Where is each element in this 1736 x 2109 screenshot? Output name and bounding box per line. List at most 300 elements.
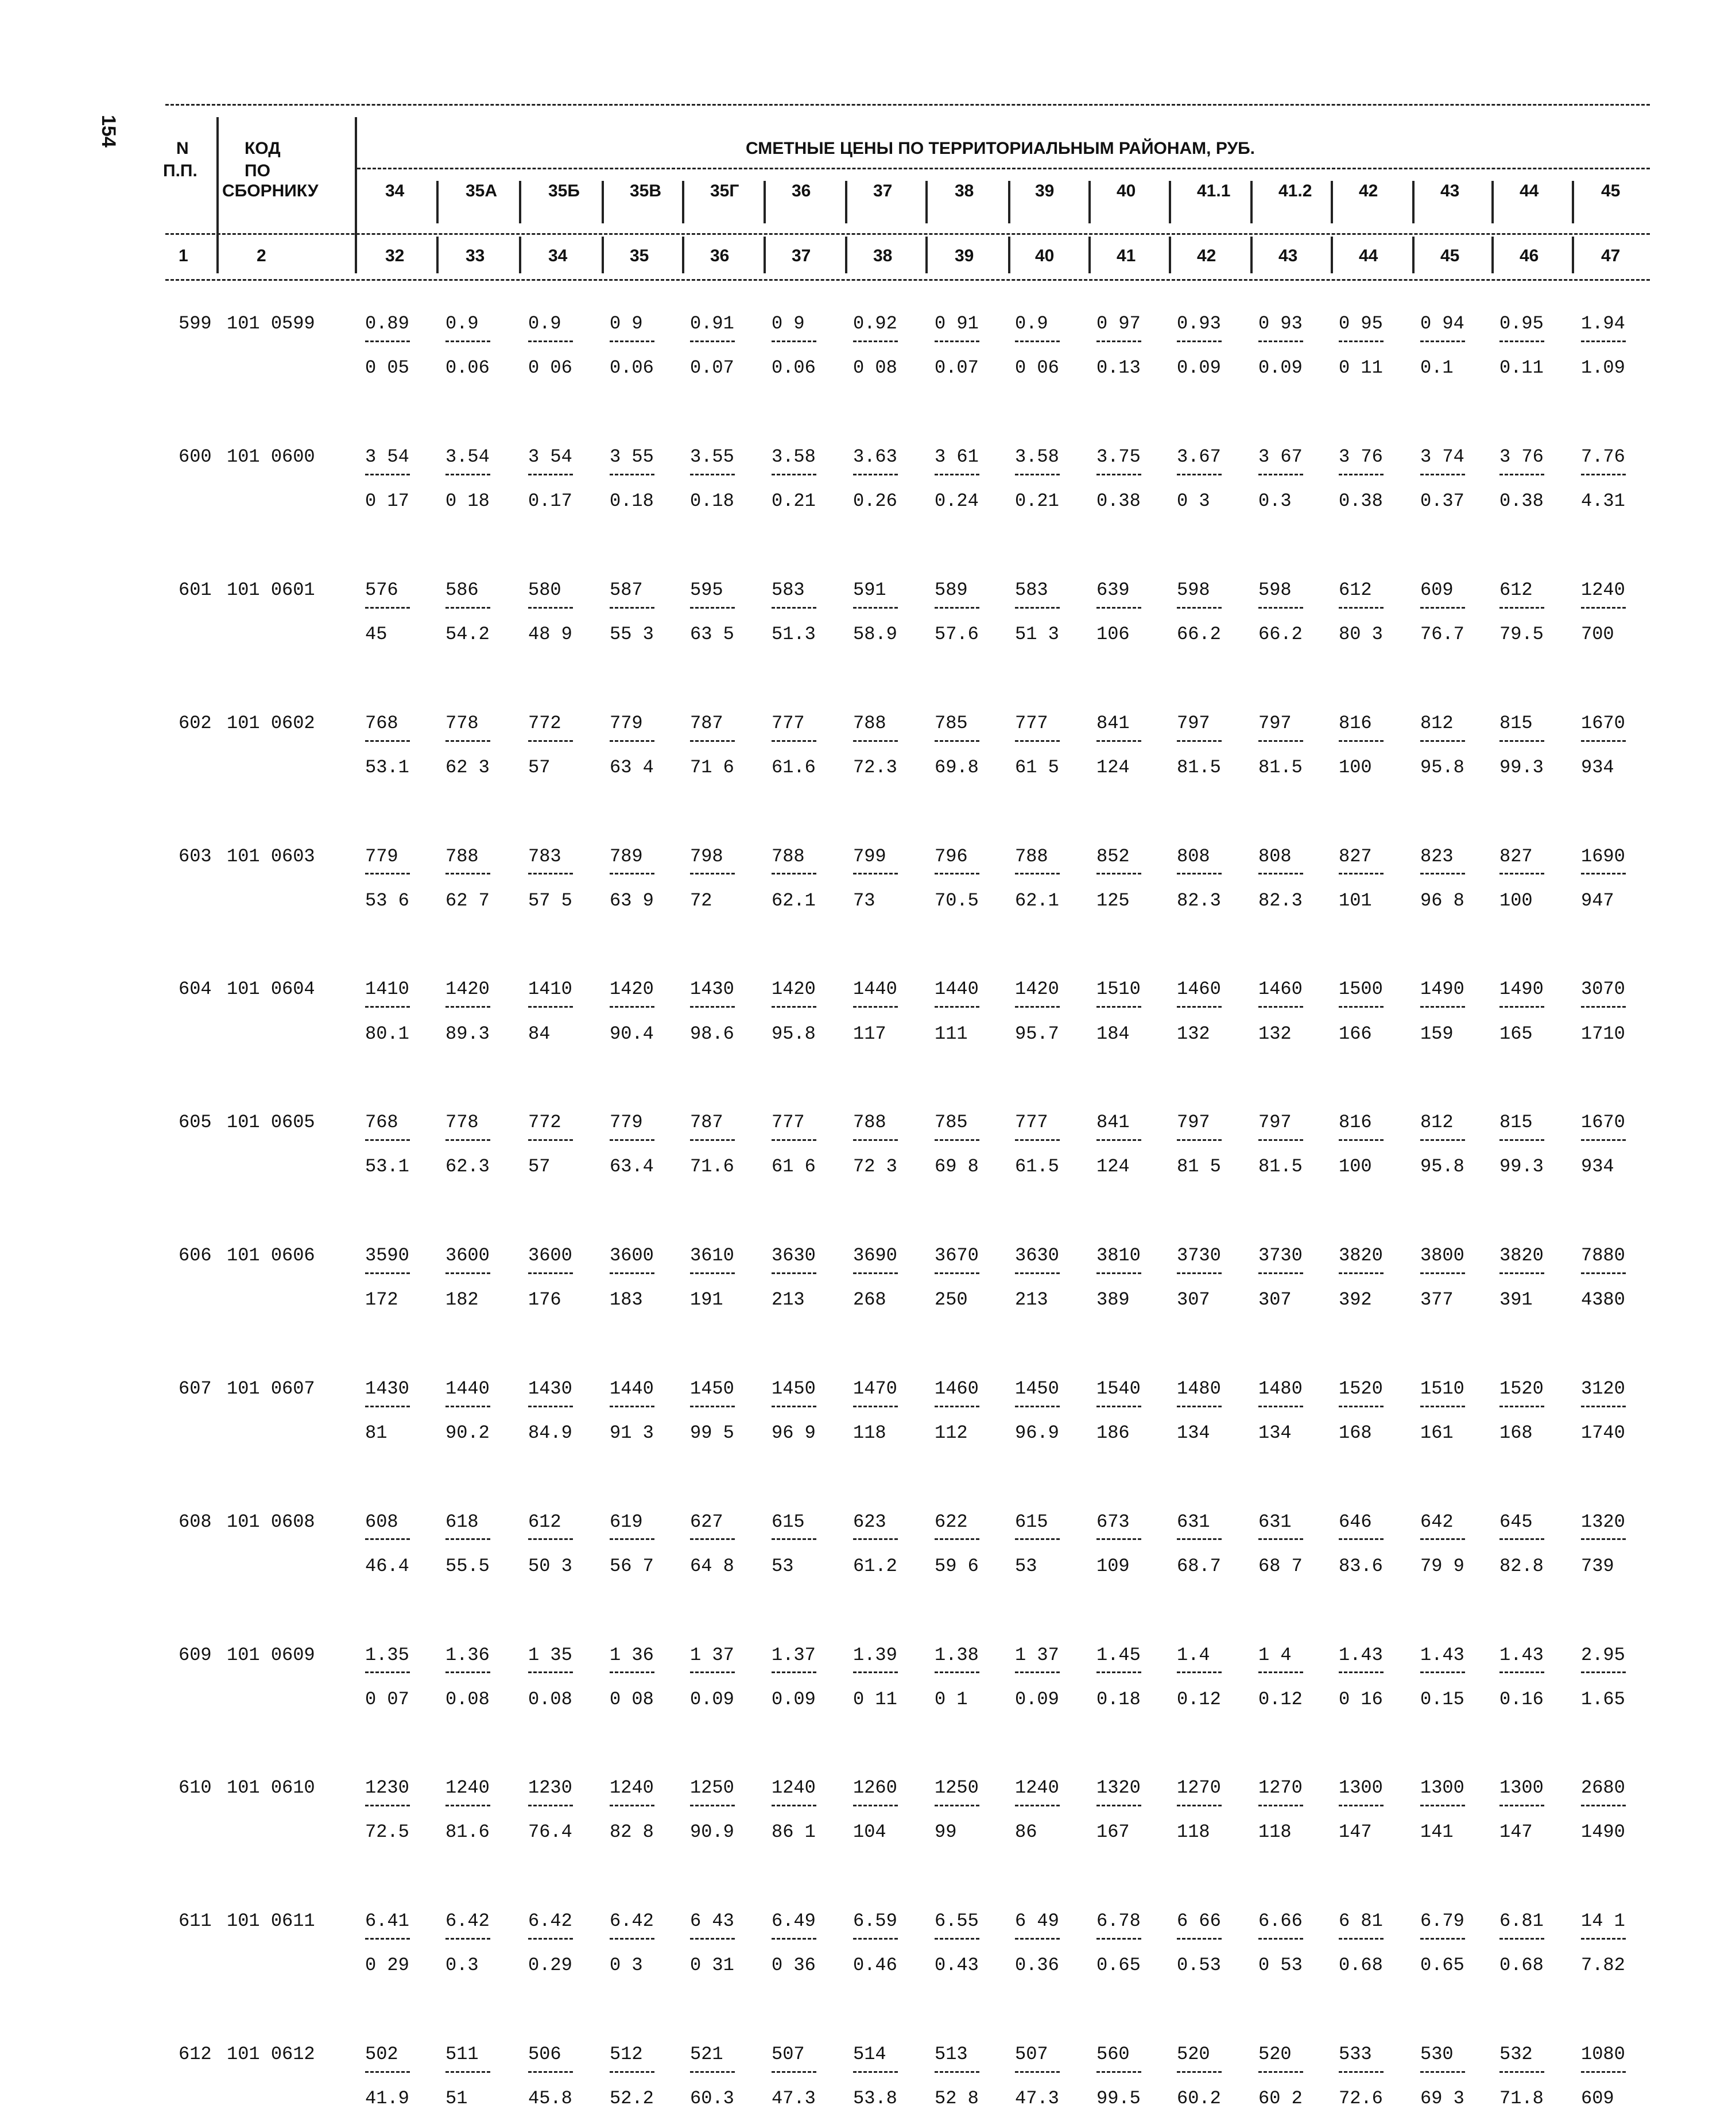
cell-value: 69.8: [935, 757, 979, 778]
cell-value: 0.43: [935, 1955, 979, 1976]
cell-value: 587: [610, 579, 643, 601]
fraction-dash: [365, 740, 410, 742]
cell-value: 768: [365, 1112, 398, 1133]
cell-value: 0.53: [1177, 1955, 1221, 1976]
cell-value: 778: [445, 713, 479, 734]
cell-value: 167: [1096, 1821, 1130, 1843]
cell-value: 82.3: [1177, 890, 1221, 911]
header-bar-district: [1412, 181, 1415, 223]
cell-value: 62.1: [772, 890, 816, 911]
fraction-dash: [853, 1805, 898, 1806]
cell-value: 0 08: [610, 1689, 654, 1710]
cell-value: 168: [1499, 1422, 1533, 1444]
cell-value: 3070: [1581, 978, 1625, 1000]
fraction-dash: [610, 1538, 654, 1540]
fraction-dash: [935, 1406, 979, 1407]
cell-value: 1460: [1258, 978, 1303, 1000]
header-top-rule: [165, 104, 1650, 106]
cell-value: 787: [690, 1112, 723, 1133]
fraction-dash: [528, 340, 573, 342]
fraction-dash: [1096, 2071, 1141, 2073]
cell-value: 213: [772, 1289, 805, 1310]
fraction-dash: [690, 1006, 735, 1008]
cell-value: 3 55: [610, 446, 654, 467]
fraction-dash: [528, 1406, 573, 1407]
fraction-dash: [1015, 2071, 1060, 2073]
cell-value: 1230: [528, 1777, 572, 1798]
fraction-dash: [1339, 1805, 1384, 1806]
fraction-dash: [1499, 607, 1544, 609]
cell-value: 182: [445, 1289, 479, 1310]
district-label: 36: [792, 181, 811, 200]
fraction-dash: [1581, 1938, 1626, 1940]
fraction-dash: [1499, 1938, 1544, 1940]
fraction-dash: [1581, 1139, 1626, 1141]
cell-value: 83.6: [1339, 1555, 1383, 1577]
fraction-dash: [1177, 1139, 1222, 1141]
header-bar-index: [602, 237, 604, 273]
cell-value: 808: [1258, 846, 1292, 867]
fraction-dash: [365, 1139, 410, 1141]
cell-value: 623: [853, 1511, 886, 1533]
cell-value: 1670: [1581, 1112, 1625, 1133]
fraction-dash: [772, 607, 816, 609]
fraction-dash: [1339, 2071, 1384, 2073]
cell-value: 79.5: [1499, 624, 1544, 645]
fraction-dash: [528, 1272, 573, 1274]
fraction-dash: [772, 1139, 816, 1141]
cell-value: 53: [772, 1555, 794, 1577]
cell-value: 787: [690, 713, 723, 734]
cell-value: 81.5: [1258, 757, 1303, 778]
header-bar-district: [1008, 181, 1010, 223]
cell-value: 1240: [1015, 1777, 1059, 1798]
cell-value: 82.3: [1258, 890, 1303, 911]
fraction-dash: [1096, 1406, 1141, 1407]
fraction-dash: [772, 1671, 816, 1673]
fraction-dash: [1581, 340, 1626, 342]
cell-value: 76.7: [1420, 624, 1464, 645]
cell-value: 166: [1339, 1023, 1372, 1044]
column-number: 38: [873, 246, 893, 265]
cell-value: 1270: [1258, 1777, 1303, 1798]
fraction-dash: [935, 340, 979, 342]
cell-value: 739: [1581, 1555, 1614, 1577]
fraction-dash: [772, 1538, 816, 1540]
cell-value: 797: [1258, 1112, 1292, 1133]
cell-value: 62.1: [1015, 890, 1059, 911]
cell-value: 268: [853, 1289, 886, 1310]
fraction-dash: [1258, 1272, 1303, 1274]
cell-value: 71.8: [1499, 2088, 1544, 2109]
fraction-dash: [1339, 1006, 1384, 1008]
cell-value: 631: [1258, 1511, 1292, 1533]
fraction-dash: [1581, 1671, 1626, 1673]
cell-value: 1410: [528, 978, 572, 1000]
cell-value: 6.66: [1258, 1910, 1303, 1932]
cell-value: 772: [528, 1112, 561, 1133]
fraction-dash: [1420, 1805, 1465, 1806]
header-code-2: ПО: [245, 161, 270, 180]
cell-value: 161: [1420, 1422, 1454, 1444]
cell-value: 0.24: [935, 490, 979, 512]
cell-value: 646: [1339, 1511, 1372, 1533]
cell-value: 106: [1096, 624, 1130, 645]
cell-value: 56 7: [610, 1555, 654, 1577]
cell-value: 0.3: [445, 1955, 479, 1976]
cell-value: 172: [365, 1289, 398, 1310]
cell-value: 1430: [365, 1378, 409, 1399]
cell-value: 82 8: [610, 1821, 654, 1843]
cell-value: 1470: [853, 1378, 897, 1399]
header-bar-district: [602, 181, 604, 223]
fraction-dash: [1258, 1538, 1303, 1540]
fraction-dash: [935, 740, 979, 742]
fraction-dash: [1258, 740, 1303, 742]
cell-value: 1.36: [445, 1644, 490, 1666]
fraction-dash: [1258, 607, 1303, 609]
header-mid-rule: [165, 233, 1650, 235]
cell-value: 3820: [1339, 1245, 1383, 1266]
cell-value: 63 5: [690, 624, 734, 645]
cell-value: 99 5: [690, 1422, 734, 1444]
cell-value: 62 3: [445, 757, 490, 778]
cell-value: 0 06: [528, 357, 572, 378]
fraction-dash: [853, 1538, 898, 1540]
cell-value: 95.8: [772, 1023, 816, 1044]
fraction-dash: [853, 1272, 898, 1274]
cell-value: 6 66: [1177, 1910, 1221, 1932]
header-bar-district: [519, 181, 521, 223]
cell-value: 533: [1339, 2044, 1372, 2065]
fraction-dash: [610, 873, 654, 874]
fraction-dash: [445, 607, 490, 609]
fraction-dash: [445, 873, 490, 874]
fraction-dash: [935, 2071, 979, 2073]
fraction-dash: [1177, 2071, 1222, 2073]
header-bar-district: [1572, 181, 1574, 223]
cell-value: 61.6: [772, 757, 816, 778]
cell-value: 99: [935, 1821, 957, 1843]
fraction-dash: [1499, 873, 1544, 874]
cell-value: 0.3: [1258, 490, 1292, 512]
cell-value: 176: [528, 1289, 561, 1310]
cell-value: 0.37: [1420, 490, 1464, 512]
cell-value: 51: [445, 2088, 468, 2109]
cell-value: 1300: [1420, 1777, 1464, 1798]
fraction-dash: [1499, 1272, 1544, 1274]
cell-value: 71.6: [690, 1156, 734, 1177]
column-number: 32: [385, 246, 405, 265]
cell-value: 0.29: [528, 1955, 572, 1976]
cell-value: 0.09: [1015, 1689, 1059, 1710]
fraction-dash: [1177, 340, 1222, 342]
fraction-dash: [1339, 1938, 1384, 1940]
cell-value: 1450: [1015, 1378, 1059, 1399]
cell-value: 0.21: [1015, 490, 1059, 512]
cell-value: 60.3: [690, 2088, 734, 2109]
fraction-dash: [1258, 1671, 1303, 1673]
fraction-dash: [1015, 1805, 1060, 1806]
cell-value: 852: [1096, 846, 1130, 867]
fraction-dash: [1177, 1938, 1222, 1940]
cell-value: 3730: [1258, 1245, 1303, 1266]
fraction-dash: [772, 1272, 816, 1274]
cell-value: 307: [1177, 1289, 1210, 1310]
cell-value: 0.09: [1258, 357, 1303, 378]
cell-value: 1.4: [1177, 1644, 1210, 1666]
cell-value: 86: [1015, 1821, 1037, 1843]
cell-value: 827: [1499, 846, 1533, 867]
cell-value: 514: [853, 2044, 886, 2065]
cell-value: 520: [1258, 2044, 1292, 2065]
cell-value: 0.46: [853, 1955, 897, 1976]
cell-value: 61 5: [1015, 757, 1059, 778]
fraction-dash: [1177, 1671, 1222, 1673]
cell-value: 1430: [528, 1378, 572, 1399]
cell-value: 63.4: [610, 1156, 654, 1177]
cell-value: 612: [1339, 579, 1372, 601]
cell-value: 1420: [772, 978, 816, 1000]
fraction-dash: [1258, 2071, 1303, 2073]
fraction-dash: [1096, 1938, 1141, 1940]
cell-value: 1.45: [1096, 1644, 1141, 1666]
header-bar-district: [1088, 181, 1091, 223]
cell-value: 0 94: [1420, 313, 1464, 334]
fraction-dash: [690, 1938, 735, 1940]
fraction-dash: [853, 1406, 898, 1407]
cell-value: 134: [1258, 1422, 1292, 1444]
cell-value: 0 95: [1339, 313, 1383, 334]
cell-value: 0.38: [1096, 490, 1141, 512]
cell-value: 612: [1499, 579, 1533, 601]
cell-value: 52.2: [610, 2088, 654, 2109]
cell-value: 72 3: [853, 1156, 897, 1177]
district-label: 37: [873, 181, 893, 200]
row-code: 101 0607: [227, 1378, 315, 1399]
header-title: СМЕТНЫЕ ЦЕНЫ ПО ТЕРРИТОРИАЛЬНЫМ РАЙОНАМ, РУБ.: [746, 139, 1256, 158]
cell-value: 60.2: [1177, 2088, 1221, 2109]
cell-value: 583: [772, 579, 805, 601]
cell-value: 3120: [1581, 1378, 1625, 1399]
fraction-dash: [365, 1938, 410, 1940]
cell-value: 3 61: [935, 446, 979, 467]
cell-value: 3.75: [1096, 446, 1141, 467]
cell-value: 72.6: [1339, 2088, 1383, 2109]
cell-value: 6.42: [610, 1910, 654, 1932]
cell-value: 0 9: [772, 313, 805, 334]
cell-value: 95.8: [1420, 757, 1464, 778]
fraction-dash: [445, 1938, 490, 1940]
fraction-dash: [772, 1805, 816, 1806]
cell-value: 1.65: [1581, 1689, 1625, 1710]
cell-value: 124: [1096, 1156, 1130, 1177]
cell-value: 99.3: [1499, 1156, 1544, 1177]
cell-value: 0 11: [853, 1689, 897, 1710]
cell-value: 7.82: [1581, 1955, 1625, 1976]
cell-value: 186: [1096, 1422, 1130, 1444]
fraction-dash: [1096, 1272, 1141, 1274]
cell-value: 1 36: [610, 1644, 654, 1666]
fraction-dash: [1096, 873, 1141, 874]
fraction-dash: [528, 1538, 573, 1540]
cell-value: 0.07: [690, 357, 734, 378]
cell-value: 0.18: [690, 490, 734, 512]
cell-value: 0.95: [1499, 313, 1544, 334]
fraction-dash: [853, 340, 898, 342]
fraction-dash: [365, 2071, 410, 2073]
fraction-dash: [1339, 1139, 1384, 1141]
cell-value: 99.3: [1499, 757, 1544, 778]
cell-value: 0.38: [1339, 490, 1383, 512]
row-number: 599: [179, 313, 212, 334]
cell-value: 98.6: [690, 1023, 734, 1044]
cell-value: 1300: [1339, 1777, 1383, 1798]
cell-value: 796: [935, 846, 968, 867]
district-label: 42: [1359, 181, 1378, 200]
fraction-dash: [1420, 1139, 1465, 1141]
cell-value: 827: [1339, 846, 1372, 867]
cell-value: 118: [1177, 1821, 1210, 1843]
fraction-dash: [365, 474, 410, 475]
header-bar-index: [845, 237, 847, 273]
cell-value: 55 3: [610, 624, 654, 645]
fraction-dash: [1015, 1938, 1060, 1940]
cell-value: 191: [690, 1289, 723, 1310]
fraction-dash: [610, 1272, 654, 1274]
cell-value: 3820: [1499, 1245, 1544, 1266]
fraction-dash: [1499, 1139, 1544, 1141]
cell-value: 1240: [1581, 579, 1625, 601]
district-label: 35А: [466, 181, 498, 200]
cell-value: 53 6: [365, 890, 409, 911]
fraction-dash: [1420, 607, 1465, 609]
fraction-dash: [1258, 474, 1303, 475]
row-code: 101 0602: [227, 713, 315, 734]
fraction-dash: [1339, 1272, 1384, 1274]
district-label: 38: [955, 181, 974, 200]
cell-value: 808: [1177, 846, 1210, 867]
fraction-dash: [1499, 1671, 1544, 1673]
cell-value: 91 3: [610, 1422, 654, 1444]
fraction-dash: [935, 1805, 979, 1806]
cell-value: 618: [445, 1511, 479, 1533]
cell-value: 0.15: [1420, 1689, 1464, 1710]
cell-value: 101: [1339, 890, 1372, 911]
cell-value: 609: [1420, 579, 1454, 601]
cell-value: 0 3: [1177, 490, 1210, 512]
cell-value: 3810: [1096, 1245, 1141, 1266]
cell-value: 1230: [365, 1777, 409, 1798]
fraction-dash: [528, 1139, 573, 1141]
fraction-dash: [690, 607, 735, 609]
cell-value: 645: [1499, 1511, 1533, 1533]
fraction-dash: [1015, 873, 1060, 874]
fraction-dash: [1499, 1006, 1544, 1008]
cell-value: 1.38: [935, 1644, 979, 1666]
district-label: 39: [1035, 181, 1055, 200]
fraction-dash: [1096, 607, 1141, 609]
fraction-dash: [445, 1139, 490, 1141]
fraction-dash: [610, 740, 654, 742]
column-number: 47: [1601, 246, 1621, 265]
header-bar-code: [355, 117, 357, 273]
cell-value: 1.43: [1499, 1644, 1544, 1666]
cell-value: 1420: [610, 978, 654, 1000]
fraction-dash: [445, 340, 490, 342]
cell-value: 0.91: [690, 313, 734, 334]
row-number: 612: [179, 2044, 212, 2065]
cell-value: 159: [1420, 1023, 1454, 1044]
fraction-dash: [1015, 1139, 1060, 1141]
fraction-dash: [1581, 1272, 1626, 1274]
header-bar-index: [1250, 237, 1253, 273]
cell-value: 627: [690, 1511, 723, 1533]
cell-value: 595: [690, 579, 723, 601]
cell-value: 147: [1499, 1821, 1533, 1843]
fraction-dash: [365, 1805, 410, 1806]
header-bar-district: [436, 181, 439, 223]
column-number: 44: [1359, 246, 1378, 265]
cell-value: 81.6: [445, 1821, 490, 1843]
fraction-dash: [528, 1671, 573, 1673]
header-bar-index: [925, 237, 928, 273]
cell-value: 1.94: [1581, 313, 1625, 334]
cell-value: 147: [1339, 1821, 1372, 1843]
fraction-dash: [528, 2071, 573, 2073]
cell-value: 2.95: [1581, 1644, 1625, 1666]
header-bar-index: [1491, 237, 1494, 273]
cell-value: 0.9: [445, 313, 479, 334]
cell-value: 6.79: [1420, 1910, 1464, 1932]
district-label: 43: [1440, 181, 1460, 200]
cell-value: 0.38: [1499, 490, 1544, 512]
header-bar-district: [1169, 181, 1171, 223]
fraction-dash: [1420, 1406, 1465, 1407]
cell-value: 3 76: [1339, 446, 1383, 467]
cell-value: 586: [445, 579, 479, 601]
row-code: 101 0604: [227, 978, 315, 1000]
cell-value: 0.68: [1339, 1955, 1383, 1976]
fraction-dash: [1339, 474, 1384, 475]
cell-value: 95.7: [1015, 1023, 1059, 1044]
row-code: 101 0608: [227, 1511, 315, 1533]
fraction-dash: [445, 740, 490, 742]
cell-value: 3690: [853, 1245, 897, 1266]
fraction-dash: [610, 1006, 654, 1008]
column-number: 39: [955, 246, 974, 265]
fraction-dash: [935, 1538, 979, 1540]
cell-value: 506: [528, 2044, 561, 2065]
cell-value: 3630: [1015, 1245, 1059, 1266]
cell-value: 0 9: [610, 313, 643, 334]
cell-value: 777: [1015, 1112, 1048, 1133]
fraction-dash: [1177, 1805, 1222, 1806]
cell-value: 184: [1096, 1023, 1130, 1044]
cell-value: 6.81: [1499, 1910, 1544, 1932]
cell-value: 1.35: [365, 1644, 409, 1666]
cell-value: 1440: [853, 978, 897, 1000]
column-number: 43: [1278, 246, 1298, 265]
fraction-dash: [528, 607, 573, 609]
header-bar-index: [1412, 237, 1415, 273]
fraction-dash: [610, 340, 654, 342]
fraction-dash: [853, 1671, 898, 1673]
header-bar-district: [682, 181, 684, 223]
header-n: N: [176, 139, 189, 158]
cell-value: 530: [1420, 2044, 1454, 2065]
cell-value: 1490: [1499, 978, 1544, 1000]
